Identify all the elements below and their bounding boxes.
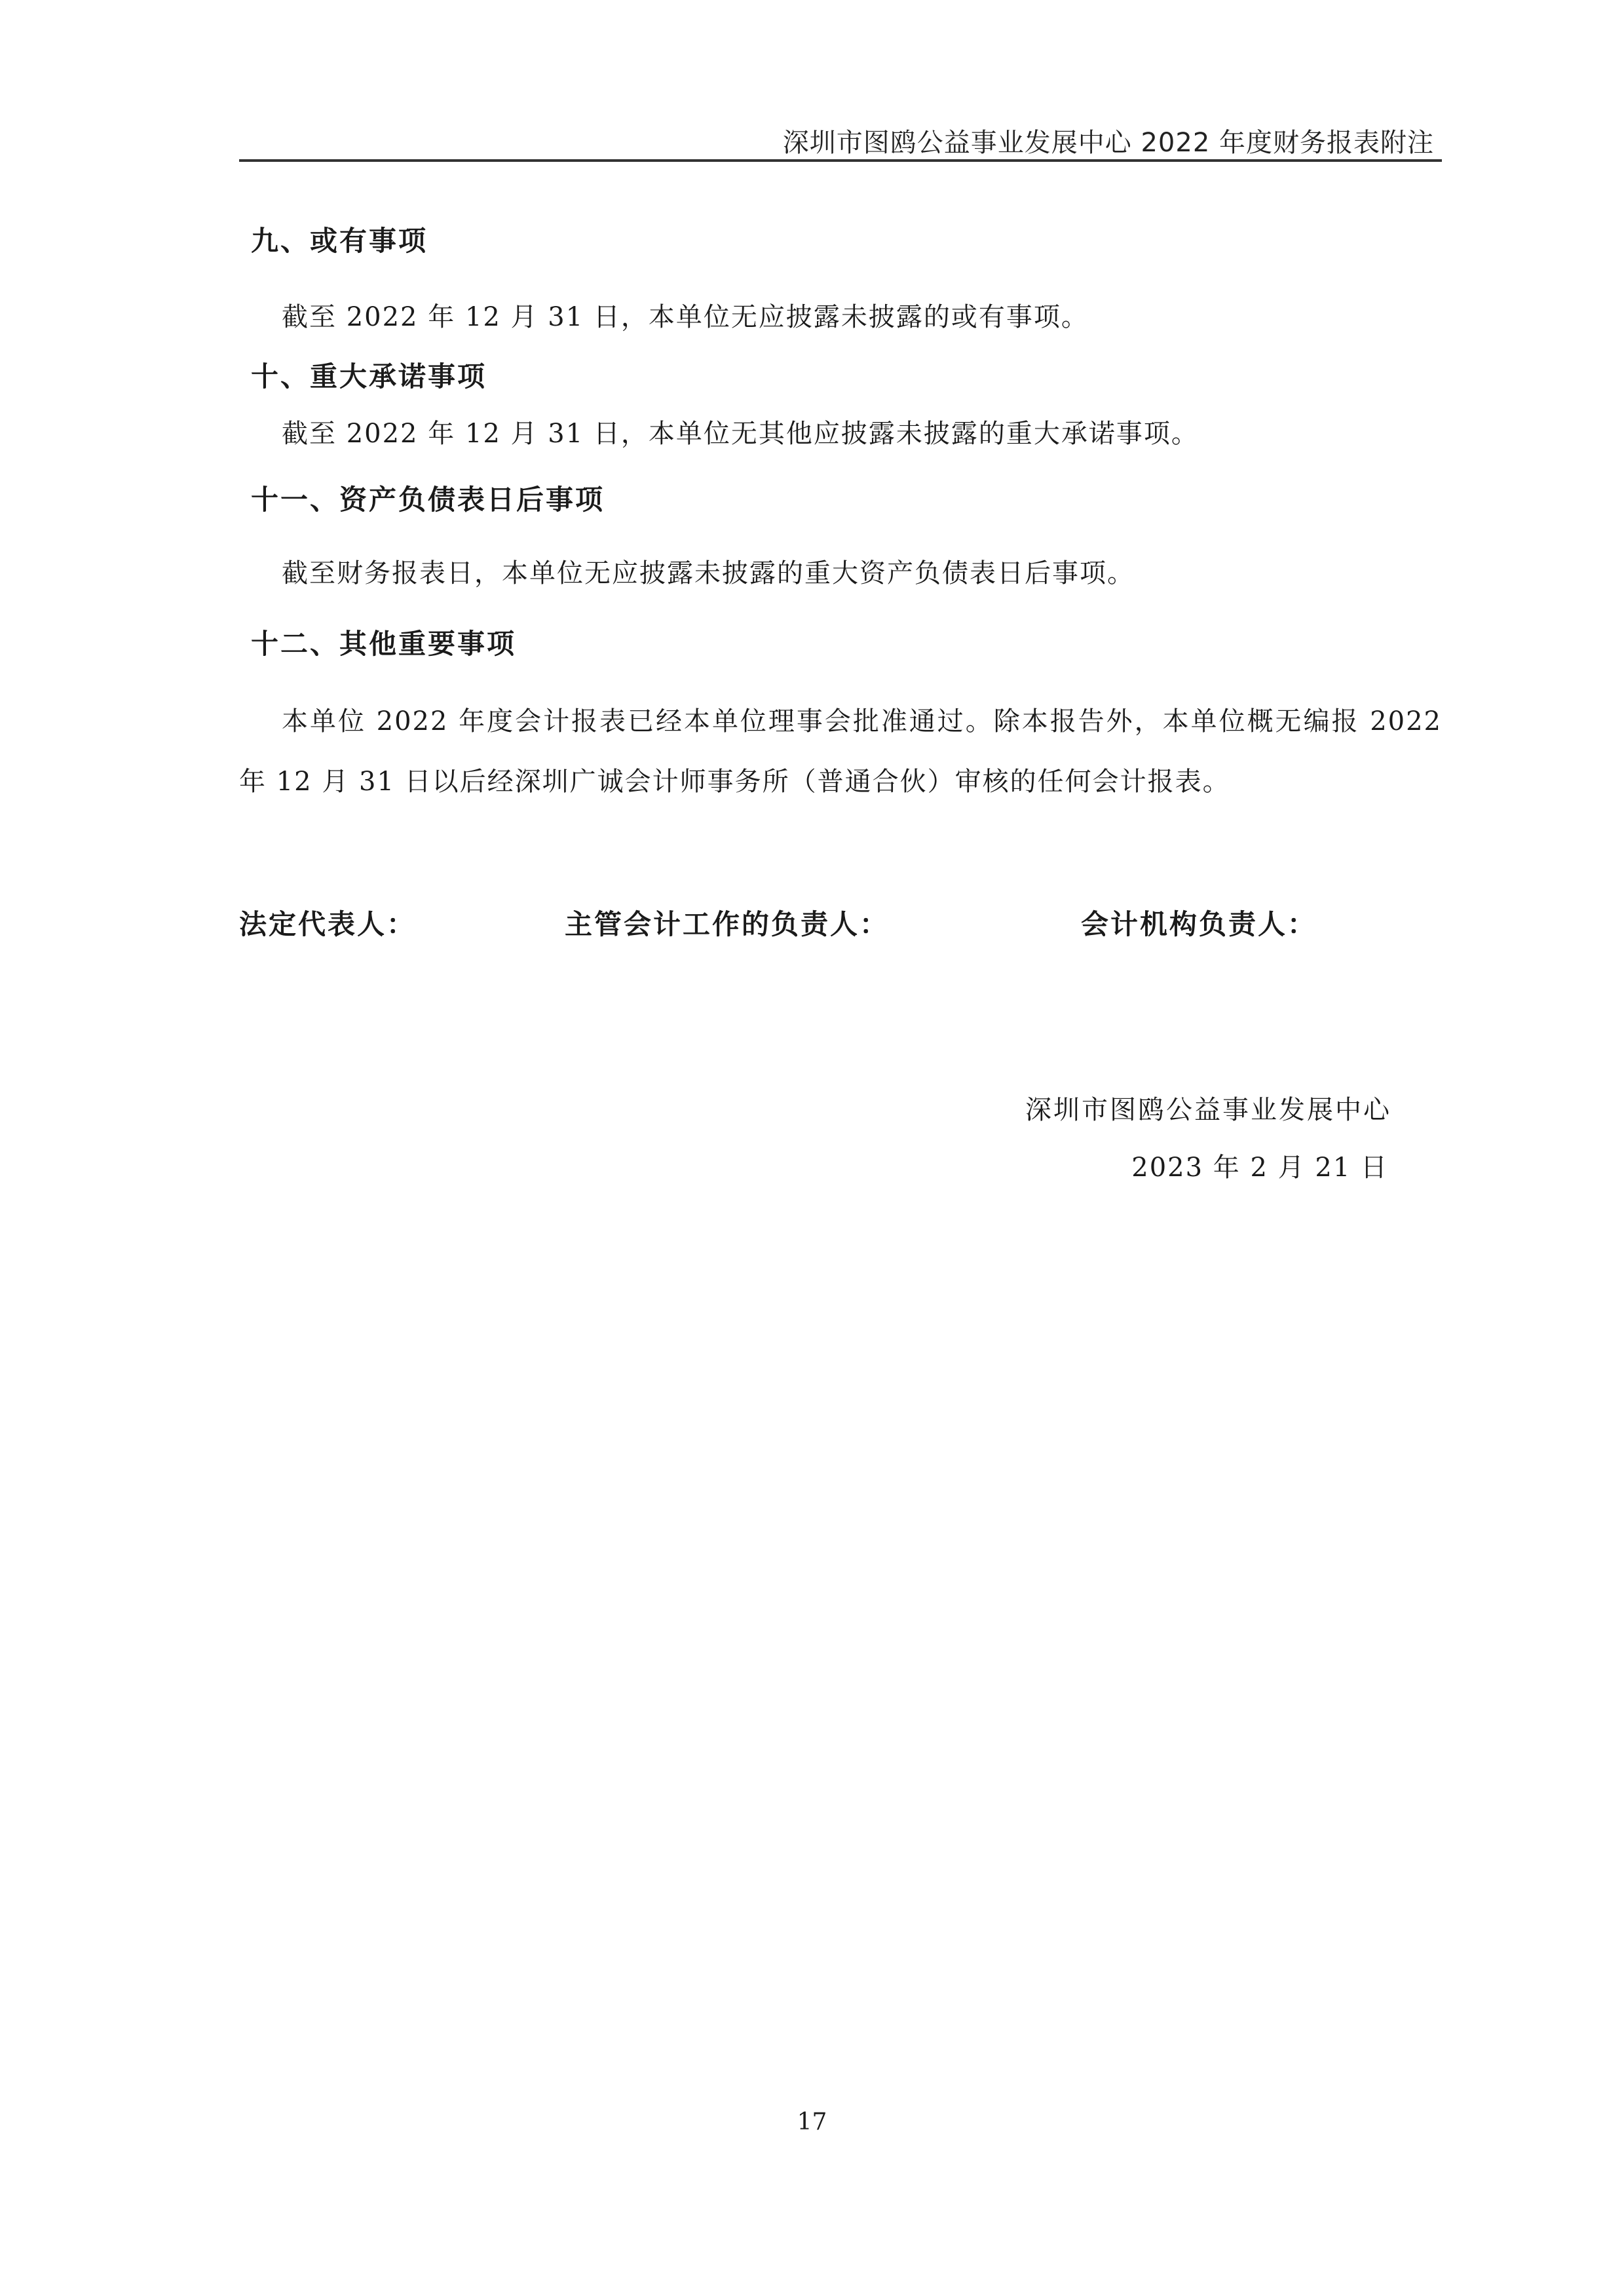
header-divider [239,159,1442,162]
issue-date: 2023 年 2 月 21 日 [1131,1153,1388,1183]
signature-legal-representative: 法定代表人： [239,908,417,940]
page-number: 17 [797,2109,827,2135]
section-heading-commitments: 十、重大承诺事项 [251,360,487,392]
section-body-commitments: 截至 2022 年 12 月 31 日，本单位无其他应披露未披露的重大承诺事项。 [282,419,1199,449]
section-heading-subsequent-events: 十一、资产负债表日后事项 [251,484,605,516]
section-body-contingencies: 截至 2022 年 12 月 31 日，本单位无应披露未披露的或有事项。 [282,302,1089,332]
section-heading-contingencies: 九、或有事项 [251,225,428,257]
section-heading-other-matters: 十二、其他重要事项 [251,628,517,660]
section-body-other-matters: 本单位 2022 年度会计报表已经本单位理事会批准通过。除本报告外，本单位概无编报 2022 年 12 月 31 日以后经深圳广诚会计师事务所（普通合伙）审核的任何会计报表。 [239,706,1442,797]
signature-accounting-office-head: 会计机构负责人： [1081,908,1317,940]
issuing-organization: 深圳市图鸥公益事业发展中心 [1025,1095,1391,1125]
page-header-title: 深圳市图鸥公益事业发展中心 2022 年度财务报表附注 [782,128,1434,158]
section-body-subsequent-events: 截至财务报表日，本单位无应披露未披露的重大资产负债表日后事项。 [282,558,1135,588]
signature-accounting-head: 主管会计工作的负责人： [565,908,890,940]
